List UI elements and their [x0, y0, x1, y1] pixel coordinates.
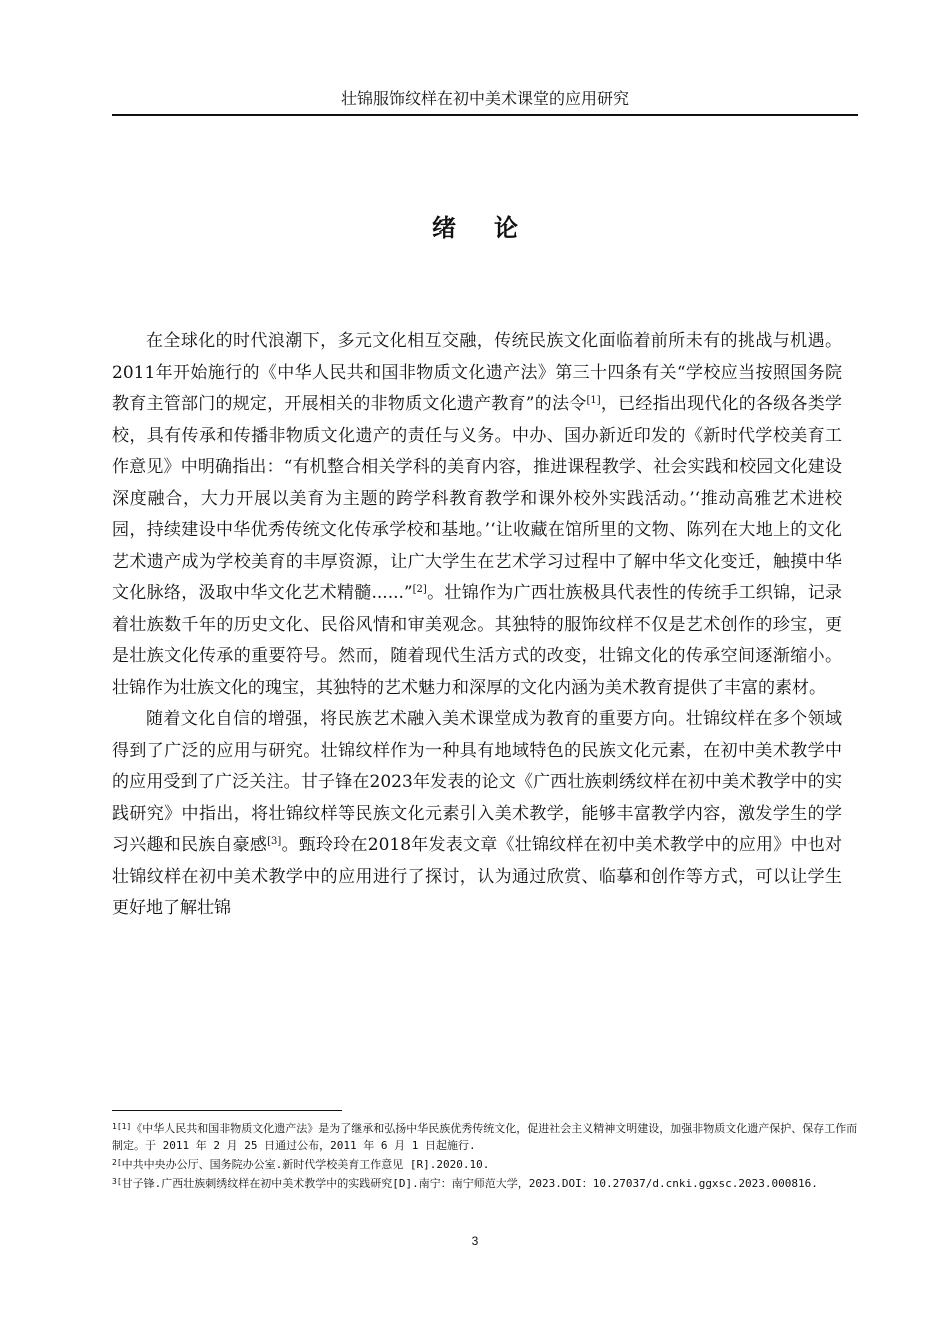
paragraph-text: 。壮锦作为广西壮族极具代表性的传统手工织锦，记录着壮族数千年的历史文化、民俗风情和审美观念。其独特的服饰纹样不仅是艺术创作的珍宝，更是壮族文化传承的重要符号。然而，随着现代生活方式的改变，壮锦文化的传承空间逐渐缩小。壮锦作为壮族文化的瑰宝，其独特的艺术魅力和深厚的文化内涵为美术教育提供了丰富的素材。 — [112, 583, 842, 698]
chapter-title: 绪论 — [432, 214, 556, 242]
footnote-mark: 1[1] — [112, 1122, 132, 1131]
citation-ref: [1] — [586, 395, 601, 406]
footnote-3 — [112, 1173, 858, 1192]
running-title: 壮锦服饰纹样在初中美术课堂的应用研究 — [340, 89, 629, 108]
footnotes — [112, 1118, 858, 1192]
paragraph-text: 在全球化的时代浪潮下，多元文化相互交融，传统民族文化面临着前所未有的挑战与机遇。2011年开始施行的《中华人民共和国非物质文化遗产法》第三十四条有关“学校应当按照国务院教育主管部门的规定，开展相关的非物质文化遗产教育”的法令 — [112, 331, 842, 414]
footnote-1 — [112, 1118, 858, 1154]
citation-ref: [2] — [412, 584, 427, 595]
footnote-mark: 3[ — [112, 1177, 122, 1186]
body-text — [112, 326, 842, 925]
footnote-mark: 2[ — [112, 1158, 122, 1167]
footnote-text: 《中华人民共和国非物质文化遗产法》是为了继承和弘扬中华民族优秀传统文化，促进社会主义精神文明建设，加强非物质文化遗产保护、保存工作而制定。于 2011 年 2 月 25 日通过公布，2011 年 6 月 1 日起施行. — [112, 1122, 858, 1152]
footnote-text: 甘子锋.广西壮族刺绣纹样在初中美术教学中的实践研究[D].南宁：南宁师范大学，2023.DOI：10.27037/d.cnki.ggxsc.2023.000816. — [121, 1177, 818, 1190]
paragraph-text: ，已经指出现代化的各级各类学校，具有传承和传播非物质文化遗产的责任与义务。中办、国办新近印发的《新时代学校美育工作意见》中明确指出：“有机整合相关学科的美育内容，推进课程教学、社会实践和校园文化建设深度融合，大力开展以美育为主题的跨学科教育教学和课外校外实践活动。’‘推动高雅艺术进校园，持续建设中华优秀传统文化传承学校和基地。’‘让收藏在馆所里的文物、陈列在大地上的文化艺术遗产成为学校美育的丰厚资源，让广大学生在艺术学习过程中了解中华文化变迁，触摸中华文化脉络，汲取中华文化艺术精髓......” — [112, 394, 842, 603]
footnote-text: 中共中央办公厅、国务院办公室.新时代学校美育工作意见 [R].2020.10. — [121, 1158, 490, 1171]
running-header — [112, 88, 858, 116]
paragraph-text: 随着文化自信的增强，将民族艺术融入美术课堂成为教育的重要方向。壮锦纹样在多个领域得到了广泛的应用与研究。壮锦纹样作为一种具有地域特色的民族文化元素，在初中美术教学中的应用受到了广泛关注。甘子锋在2023年发表的论文《广西壮族刺绣纹样在初中美术教学中的实践研究》中指出，将壮锦纹样等民族文化元素引入美术教学，能够丰富教学内容，激发学生的学习兴趣和民族自豪感 — [112, 709, 842, 855]
paragraph-text: 。甄玲玲在2018年发表文章《壮锦纹样在初中美术教学中的应用》中也对壮锦纹样在初中美术教学中的应用进行了探讨，认为通过欣赏、临摹和创作等方式，可以让学生更好地了解壮锦 — [112, 835, 843, 918]
paragraph-1 — [112, 326, 842, 704]
citation-ref: [3] — [267, 836, 282, 847]
footnote-divider — [112, 1110, 342, 1111]
page-number: 3 — [471, 1234, 479, 1248]
footnote-2 — [112, 1154, 858, 1173]
paragraph-2 — [112, 704, 842, 925]
